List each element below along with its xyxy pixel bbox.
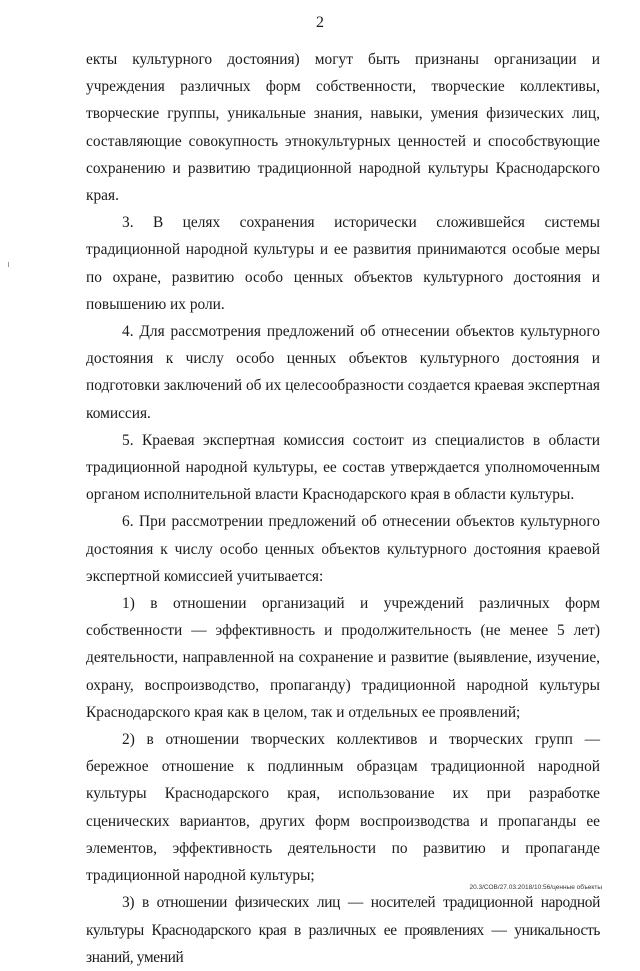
paragraph-item-4: 4. Для рассмотрения предложений об отнесении объектов культурного достояния к числу особо ценных объектов культурного достояния и подготовки заключений об их целесообразности создается краевая экспертная комиссия.: [86, 323, 600, 422]
paragraph-subitem-2: 2) в отношении творческих коллективов и творческих групп — бережное отношение к подлинным образцам традиционной народной культуры Краснодарского края, использование их при разработке сценических вариантов, других форм воспроизводства и пропаганды ее элементов, эффективность деятельности по развитию и пропаганде традиционной народной культуры;: [86, 731, 600, 885]
page-number: 2: [316, 14, 324, 31]
paragraph-item-6: 6. При рассмотрении предложений об отнесении объектов культурного достояния к числу особо ценных объектов культурного достояния краевой экспертной комиссией учитывается:: [86, 513, 600, 585]
document-footer-code: 20.3/СОВ/27.03.2018/10:56/ценные объекты: [469, 884, 602, 891]
paragraph-item-3: 3. В целях сохранения исторически сложившейся системы традиционной народной культуры и ее развития принимаются особые меры по охране, развитию особо ценных объектов культурного достояния и повышению их роли.: [86, 214, 600, 313]
scan-margin-mark: [8, 262, 9, 267]
paragraph-subitem-3: 3) в отношении физических лиц — носителей традиционной народной культуры Краснодарского края в различных ее проявлениях — уникальность знаний, умений: [86, 894, 600, 966]
paragraph-continuation: екты культурного достояния) могут быть признаны организации и учреждения различных форм собственности, творческие коллективы, творческие группы, уникальные знания, навыки, умения физических лиц, составляющие совокупность этнокультурных ценностей и способствующие сохранению и развитию традиционной народной культуры Краснодарского края.: [86, 51, 600, 205]
paragraph-subitem-1: 1) в отношении организаций и учреждений различных форм собственности — эффективность и продолжительность (не менее 5 лет) деятельности, направленной на сохранение и развитие (выявление, изучение, охрану, воспроизводство, пропаганду) традиционной народной культуры Краснодарского края как в целом, так и отдельных ее проявлений;: [86, 595, 600, 721]
document-body: [86, 46, 600, 971]
paragraph-item-5: 5. Краевая экспертная комиссия состоит из специалистов в области традиционной народной культуры, ее состав утверждается уполномоченным органом исполнительной власти Краснодарского края в области культуры.: [86, 431, 600, 504]
